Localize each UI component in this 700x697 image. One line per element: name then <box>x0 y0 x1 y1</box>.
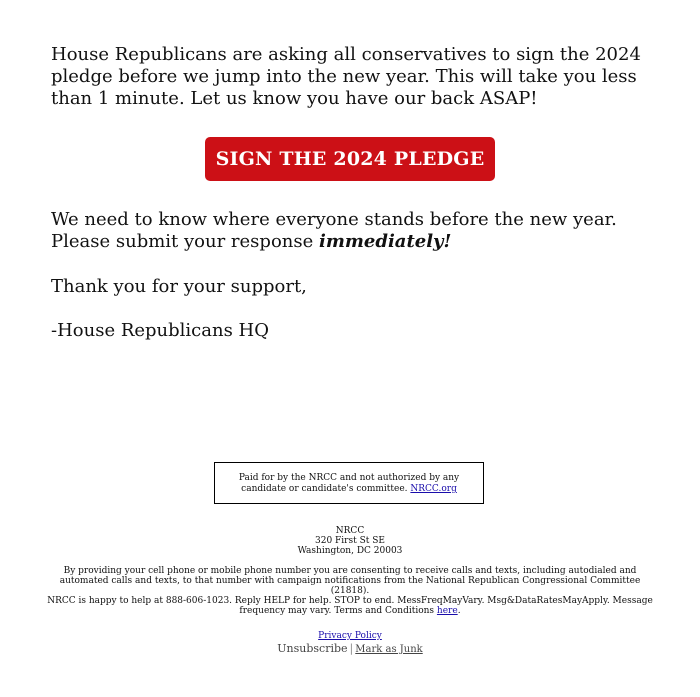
terms-link[interactable]: here <box>436 606 458 616</box>
disclaimer-text: Paid for by the NRCC and not authorized by any candidate or candidate's committee. <box>238 473 460 494</box>
address-city: Washington, DC 20003 <box>297 546 403 556</box>
help-text: NRCC is happy to help at 888-606-1023. Reply HELP for help. STOP to end. MessFreqMayVary. Msg&DataRatesMayApply. Message frequency may vary. Terms and Conditions <box>47 596 653 616</box>
intro-paragraph: House Republicans are asking all conservatives to sign the 2024 pledge before we jump into the new year. This will take you less than 1 minute. Let us know you have our back ASAP! <box>51 44 641 109</box>
address-name: NRCC <box>335 526 365 536</box>
cta-container <box>0 137 700 181</box>
mark-as-junk-link[interactable]: Mark as Junk <box>355 644 423 655</box>
urgency-paragraph <box>51 209 651 253</box>
consent-notice: By providing your cell phone or mobile phone number you are consenting to receive calls and texts, including autodialed and automated calls and texts, to that number with campaign notifications from the National Republican Congressional Committee (21818). <box>59 566 641 596</box>
privacy-policy-link[interactable]: Privacy Policy <box>318 631 382 641</box>
help-end: . <box>457 606 461 616</box>
link-separator: | <box>349 642 354 655</box>
privacy-row <box>40 631 660 641</box>
paid-for-disclaimer <box>214 462 484 504</box>
sign-pledge-button[interactable]: SIGN THE 2024 PLEDGE <box>205 137 496 181</box>
thanks-line: Thank you for your support, <box>51 276 307 297</box>
address-street: 320 First St SE <box>315 536 385 546</box>
urgency-text: We need to know where everyone stands before the new year. Please submit your response <box>51 209 617 252</box>
mailing-address <box>40 526 660 556</box>
urgency-emphasis: immediately! <box>318 231 452 252</box>
unsubscribe-row <box>40 642 660 657</box>
help-notice <box>40 596 660 616</box>
unsubscribe-link[interactable]: Unsubscribe <box>277 642 348 655</box>
nrcc-link[interactable]: NRCC.org <box>410 484 457 494</box>
signature-line: -House Republicans HQ <box>51 320 269 341</box>
